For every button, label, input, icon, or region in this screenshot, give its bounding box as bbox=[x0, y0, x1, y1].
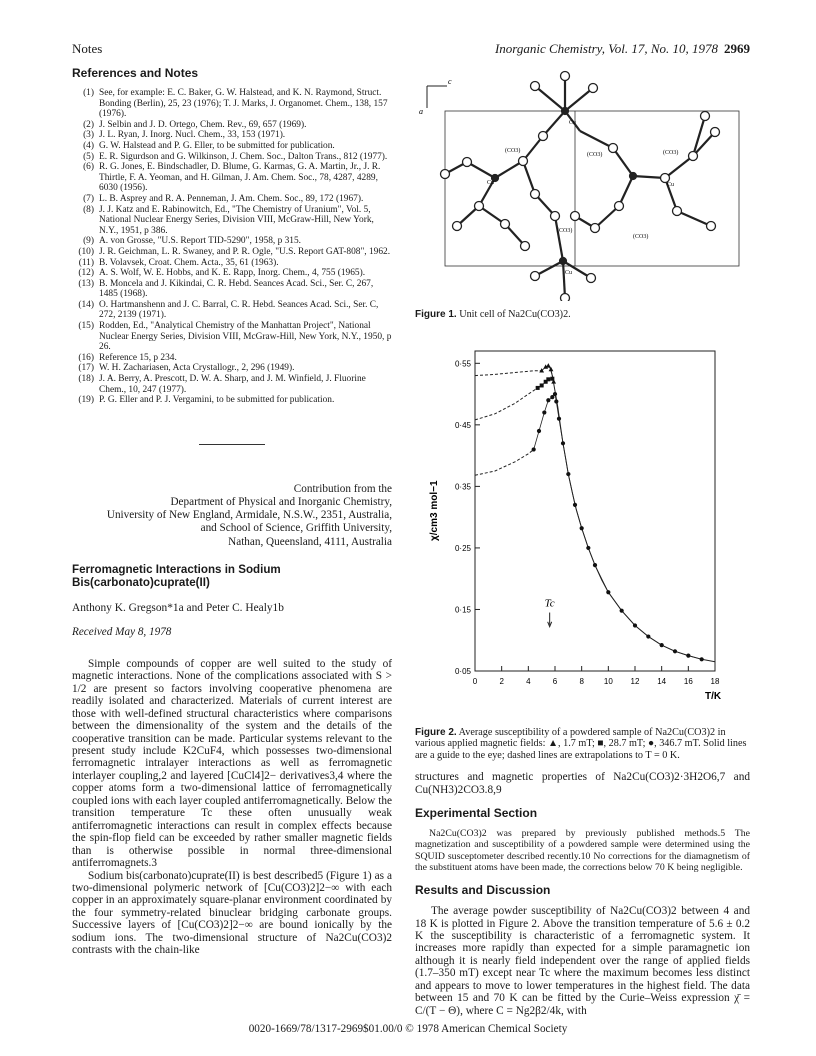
section-divider bbox=[199, 444, 265, 445]
reference-number: (19) bbox=[78, 395, 94, 406]
results-heading: Results and Discussion bbox=[415, 883, 551, 898]
reference-text: G. W. Halstead and P. G. Eller, to be submitted for publication. bbox=[99, 140, 335, 151]
data-point-circle bbox=[537, 428, 541, 432]
atom bbox=[551, 212, 560, 221]
data-point-circle bbox=[546, 398, 550, 402]
axis-a-label: a bbox=[419, 107, 423, 116]
x-tick-label: 18 bbox=[710, 676, 720, 686]
co3-label: (CO3) bbox=[633, 234, 649, 240]
reference-text: B. Moncela and J. Kikindai, C. R. Hebd. Seances Acad. Sci., Ser. C, 267, 1485 (1968). bbox=[99, 278, 374, 300]
bond bbox=[563, 261, 565, 298]
reference-text: Rodden, Ed., "Analytical Chemistry of the Manhattan Project", National Nuclear Energy Series, Division VIII, McGraw-Hill, New York, N.Y., 1950, p 26. bbox=[99, 321, 392, 353]
contribution-line: University of New England, Armidale, N.S.W., 2351, Australia, bbox=[106, 509, 392, 522]
contribution-line: Nathan, Queensland, 4111, Australia bbox=[228, 535, 392, 548]
reference-text: R. G. Jones, E. Bindschadler, D. Blume, G. Karmas, G. A. Martin, Jr., J. R. Thirtle, F. A. Yeoman, and H. Gilman, J. Am. Chem. Soc., 78, 4287, 4289, 6030 (1956). bbox=[99, 162, 381, 194]
reference-text: E. R. Sigurdson and G. Wilkinson, J. Chem. Soc., Dalton Trans., 812 (1977). bbox=[99, 151, 388, 162]
reference-number: (11) bbox=[78, 257, 94, 268]
reference-item bbox=[72, 321, 392, 353]
reference-number: (15) bbox=[78, 321, 94, 332]
paragraph: Na2Cu(CO3)2 was prepared by previously published methods.5 The magnetization and susceptibility of a powdered sample were determined using the SQUID susceptometer described recently.10 No corrections for the diamagnetism of the substituent atoms have been made, the corrections below 70 K being negligible. bbox=[415, 828, 750, 873]
journal-citation: Inorganic Chemistry, Vol. 17, No. 10, 1978 bbox=[494, 41, 718, 56]
cu-label: Cu bbox=[487, 180, 495, 186]
atom bbox=[475, 202, 484, 211]
plot-frame bbox=[475, 351, 715, 671]
x-tick-label: 4 bbox=[526, 676, 531, 686]
article-title bbox=[72, 563, 392, 590]
atom bbox=[591, 224, 600, 233]
reference-number: (2) bbox=[83, 119, 94, 130]
atom bbox=[615, 202, 624, 211]
paragraph: Sodium bis(carbonato)cuprate(II) is best described5 (Figure 1) as a two-dimensional polymeric network of [Cu(CO3)2]2−∞ with each copper in an approximately square-planar environment coordinated by the four symmetry-related binuclear bridging carbonate groups. Successive layers of [Cu(CO3)2]2−∞ are bound ionically by the sodium ions. The two-dimensional structure of Na2Cu(CO3)2 contrasts with the chain-like bbox=[72, 869, 392, 957]
atom bbox=[521, 242, 530, 251]
experimental-text bbox=[415, 828, 750, 873]
reference-item bbox=[72, 374, 392, 395]
atom bbox=[707, 222, 716, 231]
reference-text: A. von Grosse, "U.S. Report TID-5290", 1958, p 315. bbox=[99, 236, 302, 247]
atom bbox=[689, 152, 698, 161]
cu-atom bbox=[630, 173, 636, 179]
x-tick-label: 16 bbox=[683, 676, 693, 686]
reference-number: (13) bbox=[78, 278, 94, 289]
reference-item bbox=[72, 300, 392, 321]
data-point-circle bbox=[553, 392, 557, 396]
y-axis-label: χ/cm3 mol−1 bbox=[429, 480, 440, 541]
bond bbox=[565, 88, 593, 111]
copyright-footer: 0020-1669/78/1317-2969$01.00/0 © 1978 American Chemical Society bbox=[248, 1023, 568, 1035]
data-point-circle bbox=[673, 649, 677, 653]
reference-number: (4) bbox=[83, 140, 94, 151]
reference-text: P. G. Eller and P. J. Vergamini, to be submitted for publication. bbox=[99, 395, 335, 406]
reference-list bbox=[72, 88, 392, 406]
atom bbox=[539, 132, 548, 141]
atom bbox=[561, 294, 570, 302]
contribution-line: and School of Science, Griffith University, bbox=[200, 522, 392, 535]
reference-number: (12) bbox=[78, 268, 94, 279]
caption-text: Unit cell of Na2Cu(CO3)2. bbox=[459, 309, 571, 320]
caption-label: Figure 2. bbox=[415, 726, 457, 738]
x-tick-label: 8 bbox=[579, 676, 584, 686]
figure1-caption bbox=[415, 309, 750, 321]
reference-number: (10) bbox=[78, 246, 94, 257]
data-point-square bbox=[540, 383, 544, 387]
tc-annotation: Tc bbox=[544, 596, 555, 609]
left-column bbox=[72, 66, 392, 957]
reference-item bbox=[72, 247, 392, 258]
co3-label: (CO3) bbox=[505, 148, 521, 154]
article-body bbox=[72, 658, 392, 957]
y-tick-label: 0·05 bbox=[454, 666, 471, 676]
reference-item bbox=[72, 194, 392, 205]
susceptibility-chart bbox=[415, 329, 751, 719]
reference-text: B. Volavsek, Croat. Chem. Acta., 35, 61 (1963). bbox=[99, 257, 279, 268]
data-point-circle bbox=[646, 634, 650, 638]
reference-text: O. Hartmanshenn and J. C. Barral, C. R. Hebd. Seances Acad. Sci., Ser. C, 272, 2139 (1971). bbox=[99, 299, 379, 321]
fit-curve bbox=[550, 366, 715, 661]
title-line: Ferromagnetic Interactions in Sodium bbox=[72, 562, 281, 576]
bond bbox=[580, 131, 613, 148]
data-point-circle bbox=[686, 653, 690, 657]
data-point-circle bbox=[557, 416, 561, 420]
reference-number: (14) bbox=[78, 299, 94, 310]
data-point-circle bbox=[573, 502, 577, 506]
bond bbox=[535, 86, 565, 111]
data-point-circle bbox=[700, 657, 704, 661]
caption-label: Figure 1. bbox=[415, 309, 457, 320]
bond bbox=[613, 148, 633, 176]
reference-number: (9) bbox=[83, 236, 94, 247]
reference-number: (17) bbox=[78, 363, 94, 374]
co3-label: (CO3) bbox=[663, 150, 679, 156]
y-tick-label: 0·25 bbox=[454, 543, 471, 553]
authors: Anthony K. Gregson*1a and Peter C. Healy1b bbox=[72, 601, 284, 614]
reference-text: L. B. Asprey and R. A. Penneman, J. Am. Chem. Soc., 89, 172 (1967). bbox=[99, 193, 364, 204]
paragraph: The average powder susceptibility of Na2Cu(CO3)2 between 4 and 18 K is plotted in Figure 2. Above the transition temperature of 5.6 ± 0.2 K the susceptibility is characteristic of a ferromagnetic system. It increases more rapidly than expected for a simple paramagnetic ion although it is nearly field independent over the range of applied fields (1.7–350 mT) except near Tc where the maximum becomes less distinct and appears to move to lower temperatures in the highest field. The data between 15 and 70 K can be fitted by the Curie–Weiss expression χ̄ = C/(T − Θ), where C = Ng2β2/4k, with bbox=[415, 905, 750, 1017]
reference-number: (6) bbox=[83, 162, 94, 173]
atom bbox=[501, 220, 510, 229]
reference-number: (7) bbox=[83, 193, 94, 204]
bond bbox=[677, 211, 711, 226]
reference-item bbox=[72, 236, 392, 247]
reference-text: See, for example: E. C. Baker, G. W. Halstead, and K. N. Raymond, Struct. Bonding (Berlin), 25, 23 (1976); T. J. Marks, J. Organomet. Chem., 138, 157 (1976). bbox=[99, 88, 388, 120]
data-point-circle bbox=[554, 399, 558, 403]
figure2-caption bbox=[415, 727, 750, 762]
reference-item bbox=[72, 152, 392, 163]
series-line bbox=[534, 394, 702, 659]
reference-text: J. J. Katz and E. Rabinowitch, Ed., "The Chemistry of Uranium", Vol. 5, National Nuclear Energy Series, Division VIII, McGraw-Hill, New York, N.Y., 1951, p 386. bbox=[99, 204, 374, 236]
reference-item bbox=[72, 395, 392, 406]
data-point-square bbox=[546, 377, 550, 381]
data-point-square bbox=[536, 386, 540, 390]
cu-label: Cu bbox=[565, 270, 573, 276]
x-axis-label: T/K bbox=[705, 690, 722, 702]
extrapolation-line bbox=[475, 449, 534, 475]
atom bbox=[587, 274, 596, 283]
co3-label: (CO3) bbox=[557, 228, 573, 234]
x-tick-label: 6 bbox=[552, 676, 558, 686]
reference-text: W. H. Zachariasen, Acta Crystallogr., 2, 296 (1949). bbox=[99, 363, 295, 374]
y-tick-label: 0·55 bbox=[454, 358, 471, 368]
reference-item bbox=[72, 88, 392, 120]
reference-number: (1) bbox=[83, 88, 94, 98]
x-tick-label: 0 bbox=[472, 676, 478, 686]
atom bbox=[453, 222, 462, 231]
caption-text: Average susceptibility of a powdered sample of Na2Cu(CO3)2 in various applied magnetic fields: ▲, 1.7 mT; ■, 28.7 mT; ●, 346.7 mT. Solid lines are a guide to the eye; dashed lines are extrapolations to T = 0 K. bbox=[415, 726, 747, 761]
running-head-right bbox=[495, 41, 750, 57]
reference-number: (3) bbox=[83, 130, 94, 141]
atom bbox=[463, 158, 472, 167]
bond bbox=[523, 161, 535, 194]
data-point-circle bbox=[620, 608, 624, 612]
atom bbox=[673, 207, 682, 216]
results-text bbox=[415, 905, 750, 1017]
reference-item bbox=[72, 363, 392, 374]
reference-text: J. R. Geichman, L. R. Swaney, and P. R. Ogle, "U.S. Report GAT-808", 1962. bbox=[99, 246, 391, 257]
data-point-circle bbox=[633, 623, 637, 627]
data-point-circle bbox=[561, 441, 565, 445]
title-line: Bis(carbonato)cuprate(II) bbox=[72, 576, 210, 590]
atom bbox=[531, 272, 540, 281]
bond bbox=[555, 216, 563, 261]
x-tick-label: 10 bbox=[603, 676, 613, 686]
bond bbox=[665, 156, 693, 178]
right-column bbox=[415, 66, 750, 1017]
reference-item bbox=[72, 268, 392, 279]
atom bbox=[561, 72, 570, 81]
reference-item bbox=[72, 258, 392, 269]
contribution-line: Contribution from the bbox=[293, 482, 392, 495]
reference-item bbox=[72, 162, 392, 194]
atom bbox=[441, 170, 450, 179]
data-point-circle bbox=[606, 590, 610, 594]
y-tick-label: 0·45 bbox=[454, 420, 471, 430]
cu-atom bbox=[560, 258, 566, 264]
y-tick-label: 0·35 bbox=[454, 481, 471, 491]
reference-text: J. L. Ryan, J. Inorg. Nucl. Chem., 33, 153 (1971). bbox=[99, 130, 286, 141]
atom bbox=[589, 84, 598, 93]
continued-text: structures and magnetic properties of Na2Cu(CO3)2·3H2O6,7 and Cu(NH3)2CO3.8,9 bbox=[415, 771, 750, 796]
data-point-circle bbox=[542, 410, 546, 414]
experimental-heading: Experimental Section bbox=[415, 806, 538, 821]
page-number: 2969 bbox=[724, 41, 750, 56]
data-point-circle bbox=[593, 563, 597, 567]
paragraph: Simple compounds of copper are well suited to the study of magnetic interactions. None of the complications associated with S > 1/2 are present so factors involving cooperative phenomena are readily isolated and characterized. Materials of current interest are those with well-defined structural characteristics where comparisons between the dimensionality of the system and the details of the cooperative transition can be made. Particular systems relevant to the present study include K2CuF4, which possesses two-dimensional ferromagnetic intralayer interactions as well as ferromagnetic interlayer coupling,2 and layered [CuCl4]2− derivatives3,4 where the copper atoms form a two-dimensional lattice of ferromagnetically coupled ions with each layer coupled antiferromagnetically. Below the transition temperature Tc these often unusually weak antiferromagnetic interactions can result in complex effects because the spin-flop field can be exceeded by rather smaller magnetic fields than is otherwise possible in normal three-dimensional antiferromagnets.3 bbox=[72, 657, 392, 870]
atom bbox=[519, 157, 528, 166]
unit-cell-figure bbox=[415, 66, 751, 301]
reference-item bbox=[72, 205, 392, 237]
contribution-block bbox=[72, 483, 392, 549]
reference-number: (8) bbox=[83, 204, 94, 215]
reference-item bbox=[72, 120, 392, 131]
x-tick-label: 12 bbox=[630, 676, 640, 686]
data-point-circle bbox=[532, 447, 536, 451]
reference-number: (5) bbox=[83, 151, 94, 162]
contribution-line: Department of Physical and Inorganic Chemistry, bbox=[170, 496, 392, 509]
reference-item bbox=[72, 130, 392, 141]
cu-label: Cu bbox=[569, 120, 577, 126]
reference-number: (16) bbox=[78, 352, 94, 363]
cu-atom bbox=[562, 108, 568, 114]
reference-number: (18) bbox=[78, 374, 94, 385]
data-point-triangle bbox=[546, 363, 551, 367]
atom bbox=[531, 190, 540, 199]
data-point-circle bbox=[580, 526, 584, 530]
reference-item bbox=[72, 141, 392, 152]
reference-text: Reference 15, p 234. bbox=[99, 352, 177, 363]
cu-label: Cu bbox=[667, 182, 675, 188]
y-tick-label: 0·15 bbox=[454, 605, 471, 615]
co3-label: (CO3) bbox=[587, 152, 603, 158]
atom bbox=[701, 112, 710, 121]
x-tick-label: 2 bbox=[499, 676, 504, 686]
references-heading: References and Notes bbox=[72, 66, 199, 80]
x-tick-label: 14 bbox=[657, 676, 667, 686]
running-head-left: Notes bbox=[72, 41, 103, 56]
atom bbox=[609, 144, 618, 153]
atom bbox=[531, 82, 540, 91]
data-point-circle bbox=[586, 545, 590, 549]
extrapolation-line bbox=[475, 387, 538, 419]
reference-text: J. Selbin and J. D. Ortego, Chem. Rev., 69, 657 (1969). bbox=[99, 119, 307, 130]
axis-c-label: c bbox=[448, 77, 452, 86]
reference-item bbox=[72, 353, 392, 364]
reference-text: A. S. Wolf, W. E. Hobbs, and K. E. Rapp, Inorg. Chem., 4, 755 (1965). bbox=[99, 268, 366, 279]
received-date: Received May 8, 1978 bbox=[72, 625, 172, 638]
data-point-circle bbox=[660, 643, 664, 647]
extrapolation-line bbox=[475, 370, 542, 375]
atom bbox=[571, 212, 580, 221]
reference-text: J. A. Berry, A. Prescott, D. W. A. Sharp, and J. M. Winfield, J. Fluorine Chem., 10, 247 (1977). bbox=[99, 374, 366, 395]
atom bbox=[711, 128, 720, 137]
data-point-square bbox=[550, 376, 554, 380]
data-point-circle bbox=[566, 472, 570, 476]
reference-item bbox=[72, 279, 392, 300]
